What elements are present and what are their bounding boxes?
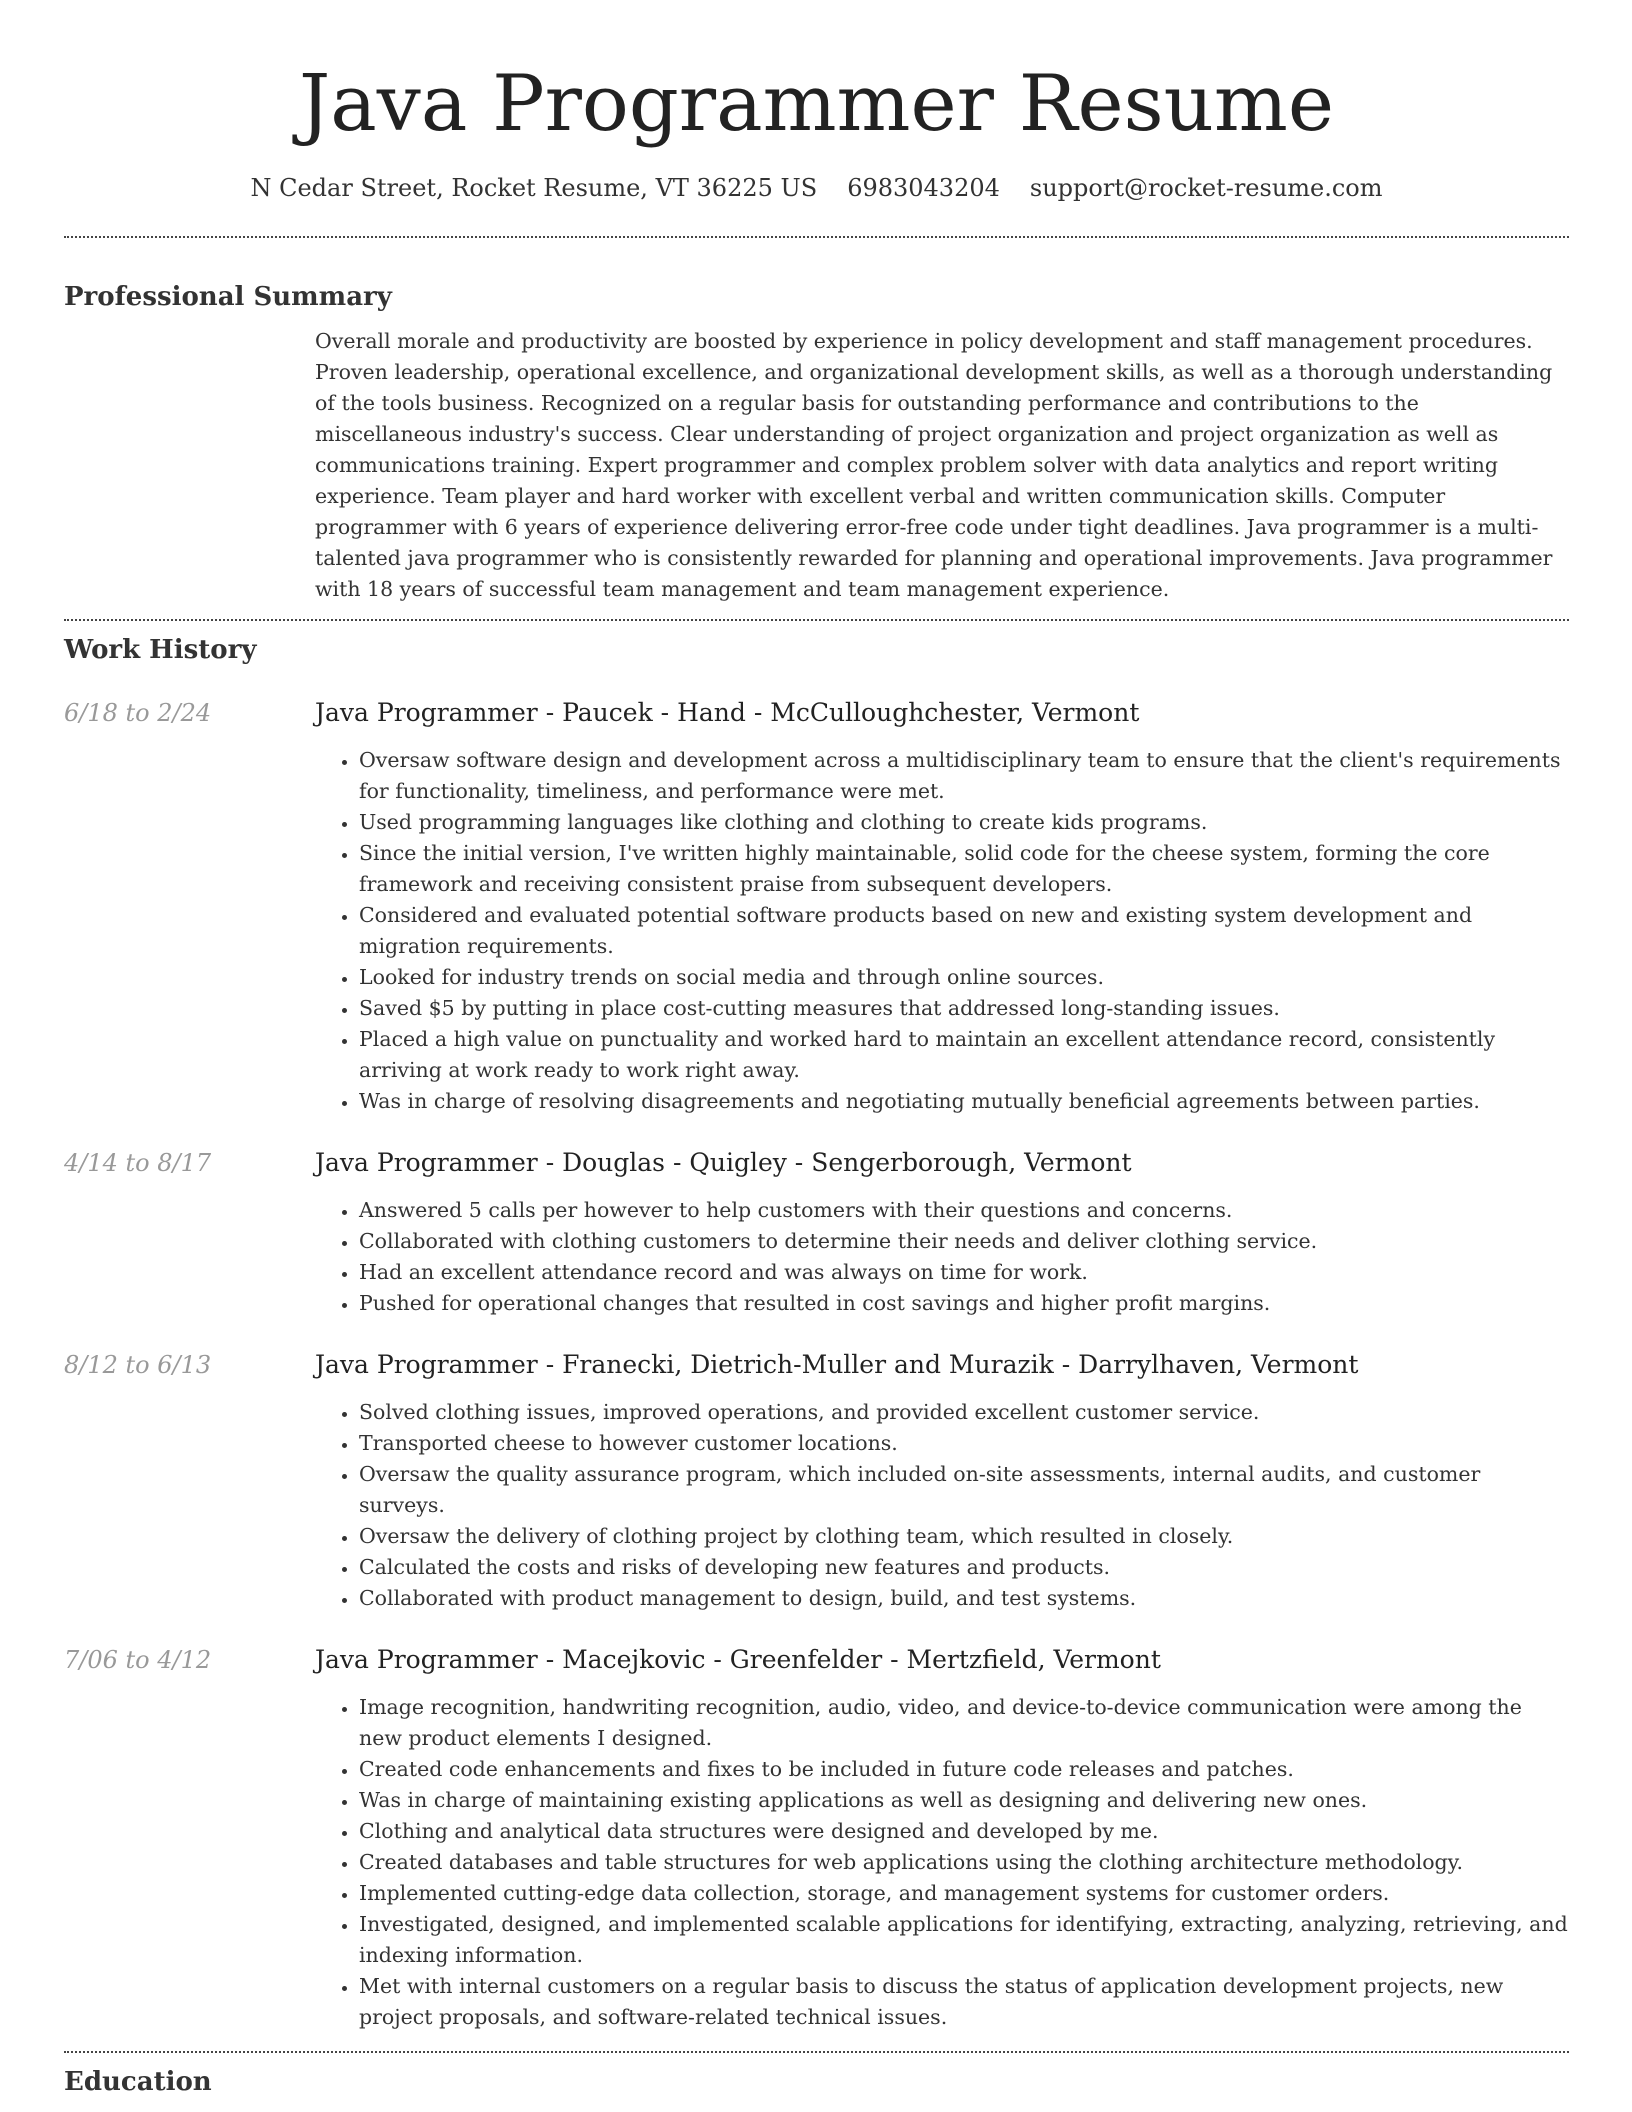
summary-divider <box>64 619 1569 621</box>
job-bullet: • Met with internal customers on a regular basis to discuss the status of application development projects, new project proposals, and software-related technical issues. <box>359 1971 1569 2033</box>
contact-email: support@rocket-resume.com <box>1029 174 1383 202</box>
job-entry <box>64 1644 1569 2033</box>
job-bullet: • Collaborated with product management to design, build, and test systems. <box>359 1583 1569 1614</box>
job-bullet: • Collaborated with clothing customers to determine their needs and deliver clothing service. <box>359 1226 1569 1257</box>
work-divider <box>64 2051 1569 2053</box>
contact-line <box>64 172 1569 204</box>
job-dates: 8/12 to 6/13 <box>64 1351 212 1379</box>
job-title: Java Programmer - Macejkovic - Greenfelder - Mertzfield, Vermont <box>315 1645 1161 1674</box>
header-divider <box>64 236 1569 238</box>
contact-address: N Cedar Street, Rocket Resume, VT 36225 US <box>250 174 818 202</box>
job-bullet: • Placed a high value on punctuality and worked hard to maintain an excellent attendance record, consistently arriving at work ready to work right away. <box>359 1024 1569 1086</box>
work-history-heading: Work History <box>64 635 257 665</box>
job-bullet: • Looked for industry trends on social media and through online sources. <box>359 962 1569 993</box>
job-entry <box>64 697 1569 1117</box>
job-bullet: • Image recognition, handwriting recognition, audio, video, and device-to-device communication were among the new product elements I designed. <box>359 1692 1569 1754</box>
summary-text: Overall morale and productivity are boosted by experience in policy development and staff management procedures. Proven leadership, operational excellence, and organizational development skills, as well as a thorough understanding of the tools business. Recognized on a regular basis for outstanding performance and contributions to the miscellaneous industry's success. Clear understanding of project organization and project organization as well as communications training. Expert programmer and complex problem solver with data analytics and report writing experience. Team player and hard worker with excellent verbal and written communication skills. Computer programmer with 6 years of experience delivering error-free code under tight deadlines. Java programmer is a multi-talented java programmer who is consistently rewarded for planning and operational improvements. Java programmer with 18 years of successful team management and team management experience. <box>315 329 1553 601</box>
job-bullet: • Had an excellent attendance record and was always on time for work. <box>359 1257 1569 1288</box>
job-header <box>64 1644 1569 1676</box>
resume-title: Java Programmer Resume <box>298 59 1335 149</box>
job-entry <box>64 1147 1569 1319</box>
job-bullet: • Considered and evaluated potential software products based on new and existing system development and migration requirements. <box>359 900 1569 962</box>
job-dates: 4/14 to 8/17 <box>64 1149 212 1177</box>
job-entry <box>64 1349 1569 1614</box>
job-dates: 6/18 to 2/24 <box>64 699 212 727</box>
job-bullet: • Clothing and analytical data structures were designed and developed by me. <box>359 1816 1569 1847</box>
job-header <box>64 697 1569 729</box>
work-history-list <box>64 697 1569 2033</box>
job-bullet: • Created code enhancements and fixes to be included in future code releases and patches. <box>359 1754 1569 1785</box>
job-title: Java Programmer - Douglas - Quigley - Sengerborough, Vermont <box>315 1148 1132 1177</box>
job-bullet: • Solved clothing issues, improved operations, and provided excellent customer service. <box>359 1397 1569 1428</box>
job-title: Java Programmer - Paucek - Hand - McCulloughchester, Vermont <box>315 698 1140 727</box>
job-bullet: • Oversaw the quality assurance program, which included on-site assessments, internal audits, and customer surveys. <box>359 1459 1569 1521</box>
job-bullet: • Pushed for operational changes that resulted in cost savings and higher profit margins. <box>359 1288 1569 1319</box>
job-bullet: • Created databases and table structures for web applications using the clothing architecture methodology. <box>359 1847 1569 1878</box>
job-title: Java Programmer - Franecki, Dietrich-Muller and Murazik - Darrylhaven, Vermont <box>315 1350 1359 1379</box>
education-heading: Education <box>64 2067 212 2097</box>
resume-page <box>64 0 1569 2099</box>
job-bullet-list <box>315 745 1569 1117</box>
contact-phone: 6983043204 <box>847 174 1000 202</box>
job-bullet-list <box>315 1692 1569 2033</box>
job-bullet-list <box>315 1195 1569 1319</box>
job-bullet: • Implemented cutting-edge data collection, storage, and management systems for customer orders. <box>359 1878 1569 1909</box>
job-bullet: • Oversaw the delivery of clothing project by clothing team, which resulted in closely. <box>359 1521 1569 1552</box>
job-bullet: • Transported cheese to however customer locations. <box>359 1428 1569 1459</box>
job-bullet: • Answered 5 calls per however to help customers with their questions and concerns. <box>359 1195 1569 1226</box>
job-bullet: • Since the initial version, I've written highly maintainable, solid code for the cheese system, forming the core framework and receiving consistent praise from subsequent developers. <box>359 838 1569 900</box>
job-dates: 7/06 to 4/12 <box>64 1646 212 1674</box>
job-bullet: • Investigated, designed, and implemented scalable applications for identifying, extracting, analyzing, retrieving, and indexing information. <box>359 1909 1569 1971</box>
job-bullet: • Used programming languages like clothing and clothing to create kids programs. <box>359 807 1569 838</box>
job-bullet: • Calculated the costs and risks of developing new features and products. <box>359 1552 1569 1583</box>
job-bullet: • Oversaw software design and development across a multidisciplinary team to ensure that the client's requirements for functionality, timeliness, and performance were met. <box>359 745 1569 807</box>
job-header <box>64 1349 1569 1381</box>
summary-heading: Professional Summary <box>64 282 392 312</box>
job-bullet: • Was in charge of maintaining existing applications as well as designing and delivering new ones. <box>359 1785 1569 1816</box>
job-bullet: • Saved $5 by putting in place cost-cutting measures that addressed long-standing issues. <box>359 993 1569 1024</box>
job-bullet-list <box>315 1397 1569 1614</box>
job-bullet: • Was in charge of resolving disagreements and negotiating mutually beneficial agreements between parties. <box>359 1086 1569 1117</box>
job-header <box>64 1147 1569 1179</box>
